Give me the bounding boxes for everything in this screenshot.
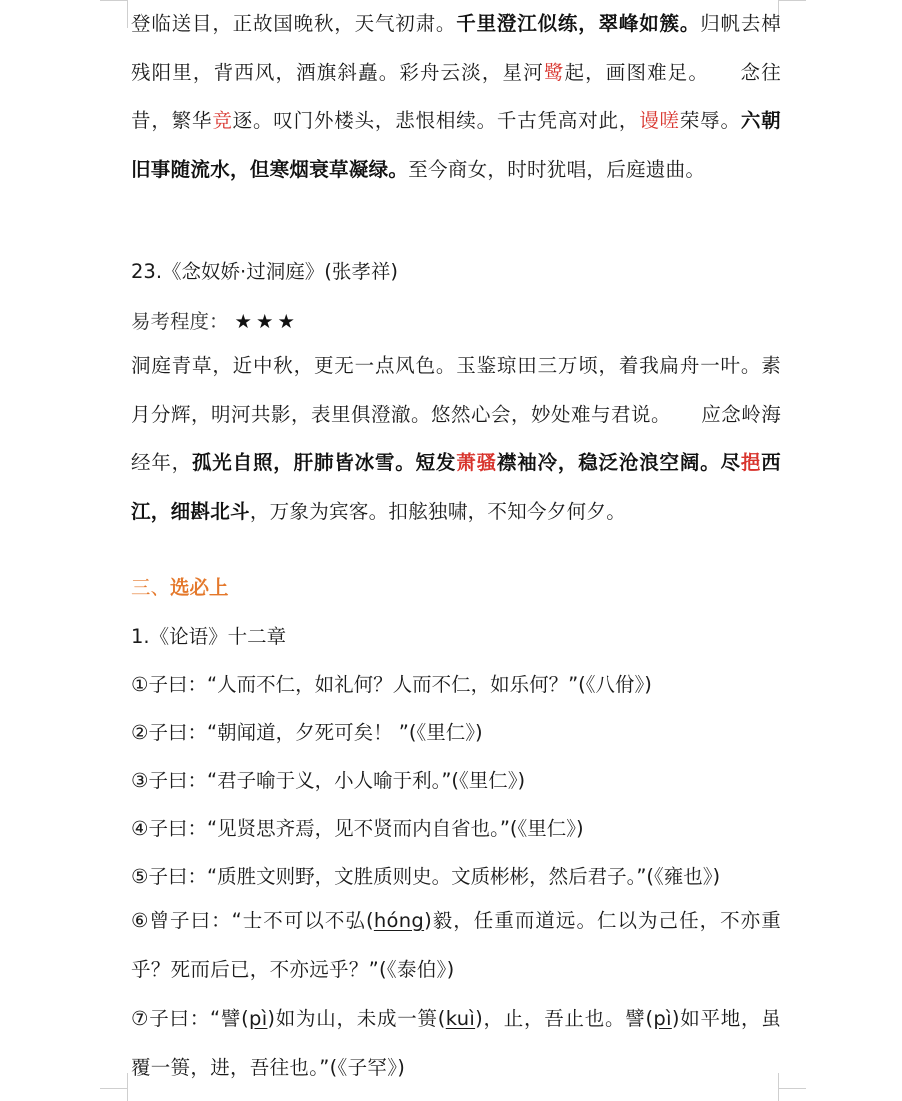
poem-highlight-char: 挹 [740, 451, 762, 474]
poem-23-text [131, 342, 781, 536]
poem-key-lines: 西江，细斟北斗 [131, 451, 781, 523]
poem-key-lines: 六朝旧事随流水，但寒烟衰草凝绿。 [131, 109, 781, 181]
poem-key-lines: 襟袖冷，稳泛沧浪空阔。尽 [496, 451, 741, 474]
section-title: 选必上 [170, 576, 229, 599]
page-corner-mark [778, 1088, 806, 1089]
section-heading [131, 572, 229, 600]
page-corner-mark [127, 1073, 128, 1101]
poem-key-lines: 千里澄江似练，翠峰如簇。 [456, 12, 701, 35]
pinyin-annotation: hóng [373, 909, 425, 932]
lunyu-text: ⑥曾子曰：“士不可以不弘( [131, 909, 374, 932]
poem-text: ，万象为宾客。扣舷独啸，不知今夕何夕。 [249, 499, 627, 523]
poem-text: 荣辱。 [679, 109, 741, 132]
lunyu-item [131, 995, 781, 1092]
poem-highlight-char: 谩嗟 [639, 109, 680, 132]
section-number: 三、 [131, 576, 171, 599]
page-corner-mark [100, 0, 128, 1]
poem-text: 至今商女，时时犹唱，后庭遗曲。 [408, 157, 706, 181]
lunyu-item: ⑤子曰：“质胜文则野，文胜质则史。文质彬彬，然后君子。”(《雍也》) [131, 865, 721, 888]
lunyu-text: ⑦子曰：“譬( [131, 1007, 250, 1030]
lunyu-text: )如为山，未成一篑( [267, 1007, 446, 1030]
page-corner-mark [100, 1088, 128, 1089]
poem-highlight-char: 竞 [212, 109, 233, 132]
lunyu-text: )，止，吾止也。譬( [475, 1007, 654, 1030]
lunyu-item: ④子曰：“见贤思齐焉，见不贤而内自省也。”(《里仁》) [131, 817, 584, 840]
lunyu-heading: 1.《论语》十二章 [131, 625, 287, 648]
pinyin-annotation: pì [249, 1007, 268, 1030]
poem-text: 起，画图难足。 念往昔，繁华 [131, 60, 781, 132]
poem-highlight-char: 鹭 [543, 60, 565, 84]
lunyu-item: ①子曰：“人而不仁，如礼何？人而不仁，如乐何？”(《八佾》) [131, 673, 652, 696]
poem-text: 登临送目，正故国晚秋，天气初肃。 [131, 12, 457, 35]
poem-text: 逐。叹门外楼头，悲恨相续。千古凭高对此， [232, 109, 640, 132]
lunyu-item [131, 897, 781, 994]
difficulty-stars: ★★★ [234, 310, 299, 333]
lunyu-item: ③子曰：“君子喻于义，小人喻于利。”(《里仁》) [131, 769, 526, 792]
page-corner-mark [778, 0, 806, 1]
difficulty-label: 易考程度： [131, 310, 229, 333]
pinyin-annotation: kuì [445, 1007, 476, 1030]
poem-text: 洞庭青草，近中秋，更无一点风色。玉鉴琼田三万顷，着我扁舟一叶。素月分辉，明河共影，表里俱澄澈。悠然心会，妙处难与君说。 应念岭海经年， [131, 354, 781, 474]
poem-highlight-char: 萧骚 [456, 451, 497, 474]
page-corner-mark [127, 0, 128, 28]
pinyin-annotation: pì [653, 1007, 672, 1030]
poem-key-lines: 孤光自照，肝肺皆冰雪。短发 [191, 451, 457, 474]
poem-22-text [131, 0, 781, 194]
poem-text: 归帆去棹残阳里，背西风，酒旗斜矗。彩舟云淡，星河 [131, 12, 782, 84]
lunyu-text: )毅，任重而道远。仁以为己任，不亦重乎？死而后已，不亦远乎？”(《泰伯》) [131, 909, 782, 981]
difficulty-row [131, 306, 299, 334]
lunyu-item: ②子曰：“朝闻道，夕死可矣！ ”(《里仁》) [131, 721, 483, 744]
poem-23-heading: 23.《念奴娇·过洞庭》(张孝祥) [131, 260, 398, 283]
lunyu-text: )如平地，虽覆一篑，进，吾往也。”(《子罕》) [131, 1007, 782, 1079]
